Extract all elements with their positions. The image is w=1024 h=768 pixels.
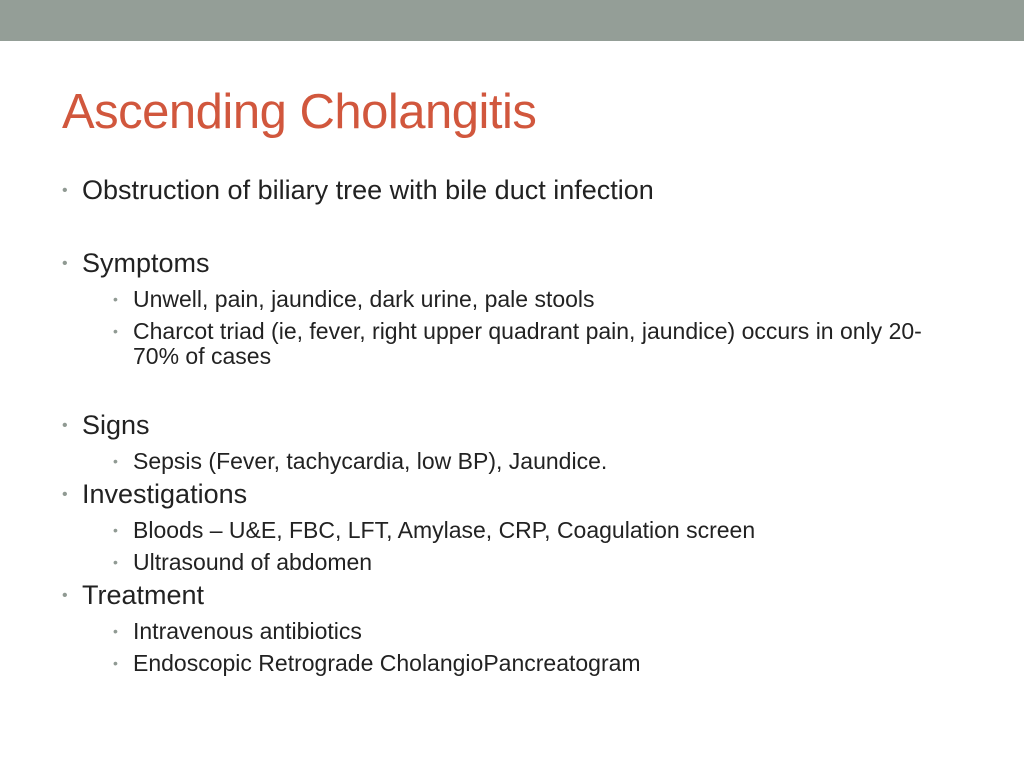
bullet-text: Investigations — [82, 479, 248, 509]
sub-bullet-icon: • — [113, 323, 118, 339]
sub-bullet-text: Ultrasound of abdomen — [133, 549, 373, 575]
sub-bullet-item — [82, 550, 962, 575]
sub-bullet-text: Sepsis (Fever, tachycardia, low BP), Jaundice. — [133, 448, 608, 474]
sub-list-symptoms — [82, 287, 962, 369]
sub-list-signs — [82, 449, 962, 474]
bullet-item-investigations — [62, 478, 962, 575]
sub-bullet-text: Unwell, pain, jaundice, dark urine, pale stools — [133, 286, 595, 312]
bullet-icon: • — [62, 587, 68, 604]
sub-bullet-item — [82, 449, 962, 474]
bullet-item-signs — [62, 409, 962, 474]
sub-bullet-item — [82, 619, 962, 644]
sub-bullet-item — [82, 651, 962, 676]
sub-bullet-text: Charcot triad (ie, fever, right upper quadrant pain, jaundice) occurs in only 20-70% of cases — [133, 318, 922, 369]
bullet-item-obstruction — [62, 174, 962, 207]
sub-bullet-text: Endoscopic Retrograde CholangioPancreatogram — [133, 650, 641, 676]
sub-list-treatment — [82, 619, 962, 676]
sub-bullet-icon: • — [113, 655, 118, 671]
sub-list-investigations — [82, 518, 962, 575]
sub-bullet-icon: • — [113, 623, 118, 639]
bullet-text: Obstruction of biliary tree with bile duct infection — [82, 175, 654, 205]
bullet-list — [62, 174, 962, 676]
sub-bullet-item — [82, 319, 962, 369]
bullet-icon: • — [62, 486, 68, 503]
bullet-icon: • — [62, 255, 68, 272]
sub-bullet-item — [82, 518, 962, 543]
sub-bullet-icon: • — [113, 291, 118, 307]
slide-title: Ascending Cholangitis — [62, 85, 537, 139]
bullet-icon: • — [62, 417, 68, 434]
bullet-text: Symptoms — [82, 248, 210, 278]
sub-bullet-icon: • — [113, 453, 118, 469]
header-band — [0, 0, 1024, 41]
sub-bullet-icon: • — [113, 522, 118, 538]
bullet-item-treatment — [62, 579, 962, 676]
sub-bullet-text: Bloods – U&E, FBC, LFT, Amylase, CRP, Coagulation screen — [133, 517, 756, 543]
sub-bullet-text: Intravenous antibiotics — [133, 618, 362, 644]
bullet-item-symptoms — [62, 247, 962, 369]
sub-bullet-item — [82, 287, 962, 312]
bullet-text: Treatment — [82, 580, 205, 610]
bullet-icon: • — [62, 182, 68, 199]
bullet-text: Signs — [82, 410, 150, 440]
sub-bullet-icon: • — [113, 554, 118, 570]
